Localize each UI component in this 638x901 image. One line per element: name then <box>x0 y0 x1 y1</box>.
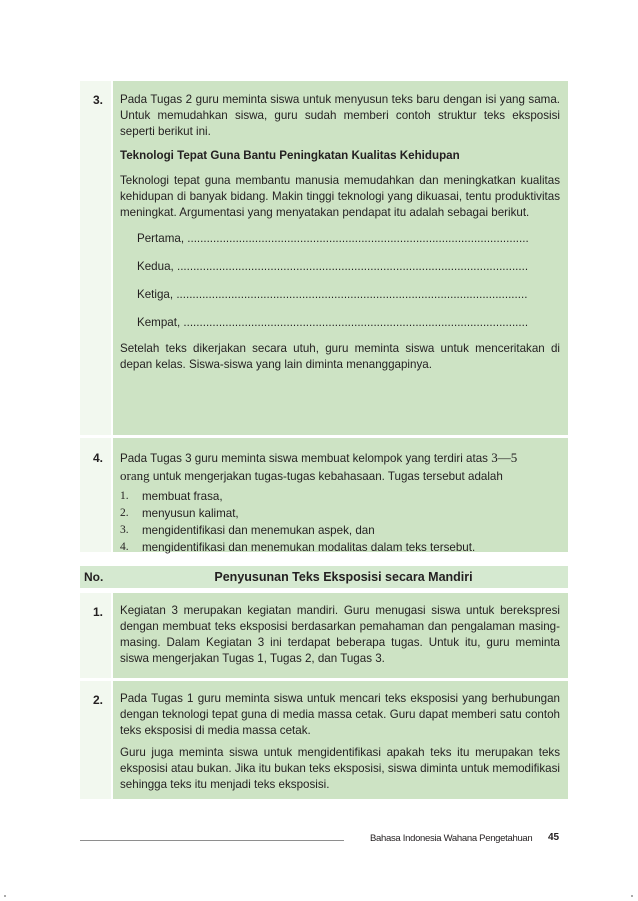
argument-2: Kedua, ............................................................................................................. <box>137 260 529 273</box>
table-row-4 <box>80 438 568 552</box>
argument-1: Pertama, .......................................................................................................... <box>137 232 529 245</box>
row-content <box>113 681 568 799</box>
row-content <box>113 81 568 435</box>
task-list <box>120 488 560 556</box>
argument-3: Ketiga, ............................................................................................................. <box>137 288 528 301</box>
row1-text: Kegiatan 3 merupakan kegiatan mandiri. Guru menugasi siswa untuk berekspresi dengan membuat teks eksposisi berdasarkan pemahaman dan pengalaman masing-masing. Dalam Kegiatan 3 ini terdapat beberapa tugas. Untuk itu, guru meminta siswa mengerjakan Tugas 1, Tugas 2, dan Tugas 3. <box>120 604 560 665</box>
table-row-2 <box>80 681 568 799</box>
footer-book-title: Bahasa Indonesia Wahana Pengetahuan <box>370 833 533 844</box>
row-content <box>113 438 568 552</box>
footer-rule <box>80 840 344 841</box>
table-row-3 <box>80 81 568 435</box>
crop-mark <box>4 895 6 897</box>
table-row-1 <box>80 593 568 678</box>
argument-4: Kempat, ........................................................................................................... <box>137 316 529 329</box>
header-no: No. <box>84 570 104 584</box>
list-item: 1. membuat frasa, <box>120 490 223 503</box>
list-item: 4. mengidentifikasi dan menemukan modalitas dalam teks tersebut. <box>120 541 476 554</box>
independent-task-table <box>80 566 568 799</box>
row4-intro: Pada Tugas 3 guru meminta siswa membuat kelompok yang terdiri atas 3—5 orang untuk mengerjakan tugas-tugas kebahasaan. Tugas tersebut adalah <box>120 450 518 483</box>
list-item: 2. menyusun kalimat, <box>120 507 239 520</box>
row2-paragraph-2: Guru juga meminta siswa untuk mengidentifikasi apakah teks itu merupakan teks eksposisi atau bukan. Jika itu bukan teks eksposisi, siswa diminta untuk memodifikasi sehingga teks itu menjadi teks eksposisi. <box>120 746 560 791</box>
list-item: 3. mengidentifikasi dan menemukan aspek, dan <box>120 524 375 537</box>
crop-mark <box>631 895 633 897</box>
page-number: 45 <box>548 832 560 843</box>
row3-body: Teknologi tepat guna membantu manusia memudahkan dan meningkatkan kualitas kehidupan di banyak bidang. Makin tinggi teknologi yang dikuasai, tentu produktivitas meningkat. Argumentasi yang menyatakan pendapat itu adalah sebagai berikut. <box>120 174 560 219</box>
row2-paragraph-1: Pada Tugas 1 guru meminta siswa untuk mencari teks eksposisi yang berhubungan dengan teknologi tepat guna di media massa cetak. Guru dapat memberi satu contoh teks eksposisi di media massa cetak. <box>120 692 560 737</box>
row-number: 3. <box>80 81 113 435</box>
row-content <box>113 593 568 678</box>
header-title: Penyusunan Teks Eksposisi secara Mandiri <box>214 570 473 584</box>
article-title: Teknologi Tepat Guna Bantu Peningkatan Kualitas Kehidupan <box>120 149 460 162</box>
row-number: 2. <box>80 681 113 799</box>
row3-intro: Pada Tugas 2 guru meminta siswa untuk menyusun teks baru dengan isi yang sama. Untuk memudahkan siswa, guru sudah memberi contoh struktur teks eksposisi seperti berikut ini. <box>120 93 560 138</box>
row-number: 1. <box>80 593 113 678</box>
row3-closing: Setelah teks dikerjakan secara utuh, guru meminta siswa untuk menceritakan di depan kelas. Siswa-siswa yang lain diminta menanggapinya. <box>120 342 560 371</box>
row-number: 4. <box>80 438 113 552</box>
activity-table <box>80 81 568 552</box>
table-header <box>80 566 568 588</box>
